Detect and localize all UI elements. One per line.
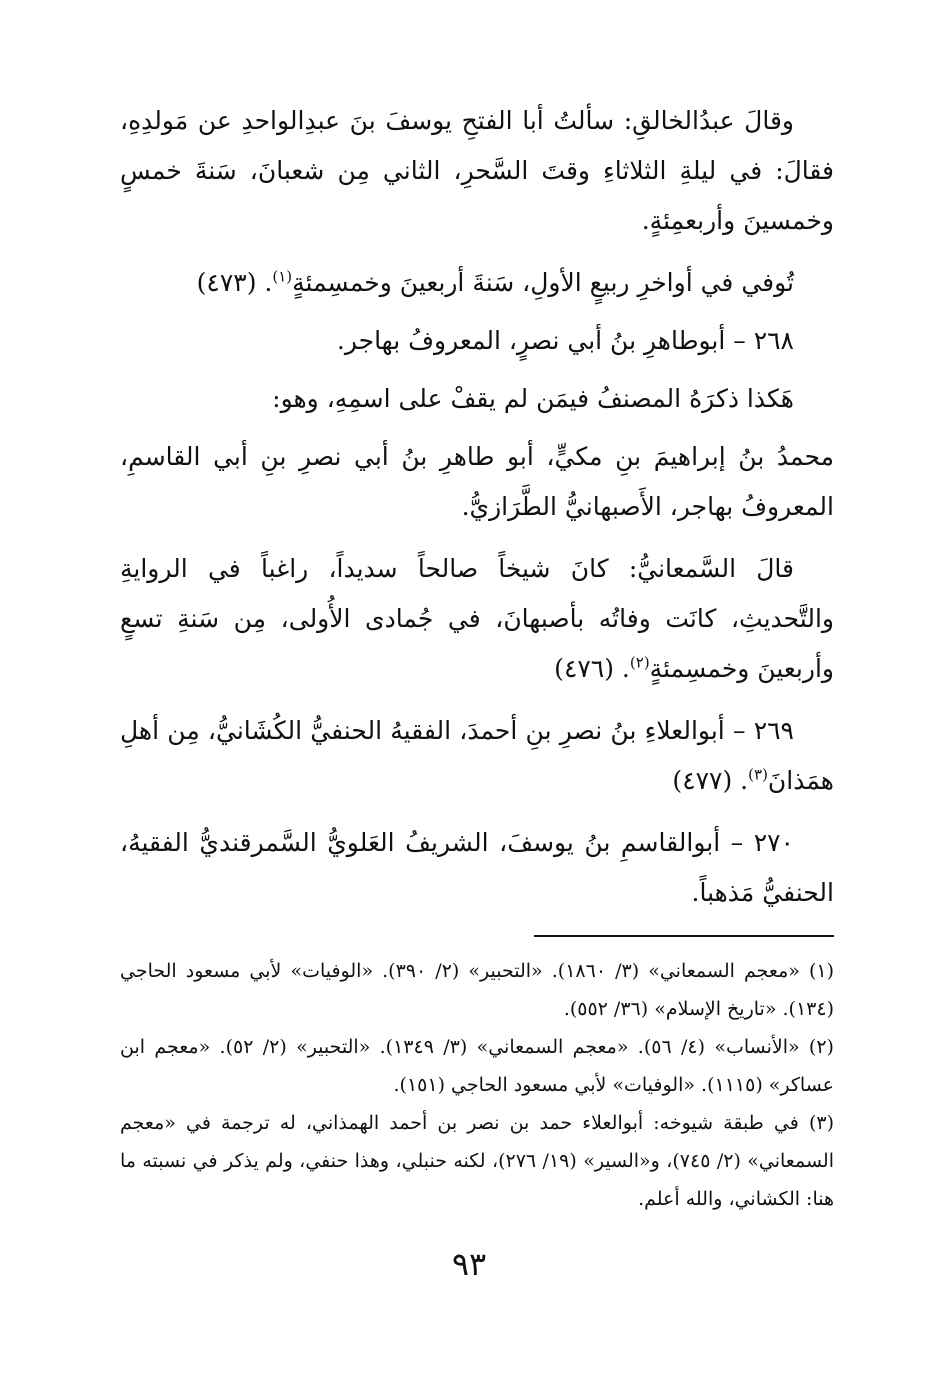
page-number: ٩٣	[451, 1245, 487, 1283]
footnote-ref-2: (٢)	[629, 653, 650, 672]
entry-270-text: ٢٧٠ – أبوالقاسمِ بنُ يوسفَ، الشريفُ العَلويُّ السَّمرقنديُّ الفقيهُ، الحنفيُّ مَذهباً.	[120, 828, 834, 907]
paragraph-4	[120, 374, 834, 424]
footnote-1-text: «معجم السمعاني» (٣/ ١٨٦٠). «التحبير» (٢/ ٣٩٠). «الوفيات» لأبي مسعود الحاجي (١٣٤). «تاريخ الإسلام» (٣٦/ ٥٥٢).	[120, 960, 834, 1020]
paragraph-1-text: وقالَ عبدُالخالقِ: سألتُ أبا الفتحِ يوسفَ بنَ عبدِالواحدِ عن مَولدِهِ، فقالَ: في ليلةِ الثلاثاءِ وقتَ السَّحرِ، الثاني مِن شعبانَ، سَنةَ خمسٍ وخمسينَ وأربعمِئةٍ.	[120, 106, 834, 235]
footnote-2-number: (٢)	[808, 1036, 834, 1058]
footnote-2-text: «الأنساب» (٤/ ٥٦). «معجم السمعاني» (٣/ ١٣٤٩). «التحبير» (٢/ ٥٢). «معجم ابن عساكر» (١١١٥). «الوفيات» لأبي مسعود الحاجي (١٥١).	[120, 1036, 834, 1096]
footnote-divider	[534, 935, 834, 937]
footnotes	[120, 952, 834, 1218]
entry-270-heading	[120, 818, 834, 918]
footnote-1-number: (١)	[808, 960, 835, 982]
main-text	[120, 96, 834, 930]
paragraph-5-text: محمدُ بنُ إبراهيمَ بنِ مكيٍّ، أبو طاهرِ بنُ أبي نصرِ بنِ أبي القاسمِ، المعروفُ بهاجر، الأَصبهانيُّ الطَّرَازيُّ.	[120, 442, 834, 521]
entry-269-heading	[120, 706, 834, 806]
footnote-2	[120, 1028, 834, 1104]
paragraph-6	[120, 544, 834, 694]
footnote-ref-1: (١)	[272, 267, 293, 286]
footnote-1	[120, 952, 834, 1028]
footnote-3-text: في طبقة شيوخه: أبوالعلاء حمد بن نصر بن أحمد الهمذاني، له ترجمة في «معجم السمعاني» (٢/ ٧٤٥)، و«السير» (١٩/ ٢٧٦)، لكنه حنبلي، وهذا حنفي، ولم يذكر في نسبته ما هنا: الكشاني، والله أعلم.	[120, 1112, 834, 1210]
footnote-ref-3: (٣)	[748, 765, 768, 784]
entry-269-text: ٢٦٩ – أبوالعلاءِ بنُ نصرِ بنِ أحمدَ، الفقيهُ الحنفيُّ الكُشَانيُّ، مِن أهلِ همَذانَ	[120, 716, 834, 795]
paragraph-4-text: هَكذا ذكرَهُ المصنفُ فيمَن لم يقفْ على اسمِهِ، وهو:	[272, 384, 794, 413]
paragraph-2	[120, 258, 834, 308]
paragraph-2-after: . (٤٧٣)	[196, 268, 273, 297]
paragraph-5	[120, 432, 834, 532]
entry-269-after: . (٤٧٧)	[672, 766, 749, 795]
paragraph-1	[120, 96, 834, 246]
entry-268-text: ٢٦٨ – أبوطاهرِ بنُ أبي نصرٍ، المعروفُ بهاجر.	[336, 326, 794, 355]
footnote-3	[120, 1104, 834, 1218]
entry-268-heading	[120, 316, 834, 366]
paragraph-6-text: قالَ السَّمعانيُّ: كانَ شيخاً صالحاً سديداً، راغباً في الروايةِ والتَّحديثِ، كانَت وفاتُه بأصبهانَ، في جُمادى الأُولى، مِن سَنةِ تسعٍ وأربعينَ وخمسِمئةٍ	[120, 554, 834, 683]
footnote-3-number: (٣)	[808, 1112, 834, 1134]
paragraph-6-after: . (٤٧٦)	[554, 654, 630, 683]
paragraph-2-text: تُوفي في أواخرِ ربيعٍ الأولِ، سَنةَ أربعينَ وخمسِمئةٍ	[292, 268, 794, 297]
